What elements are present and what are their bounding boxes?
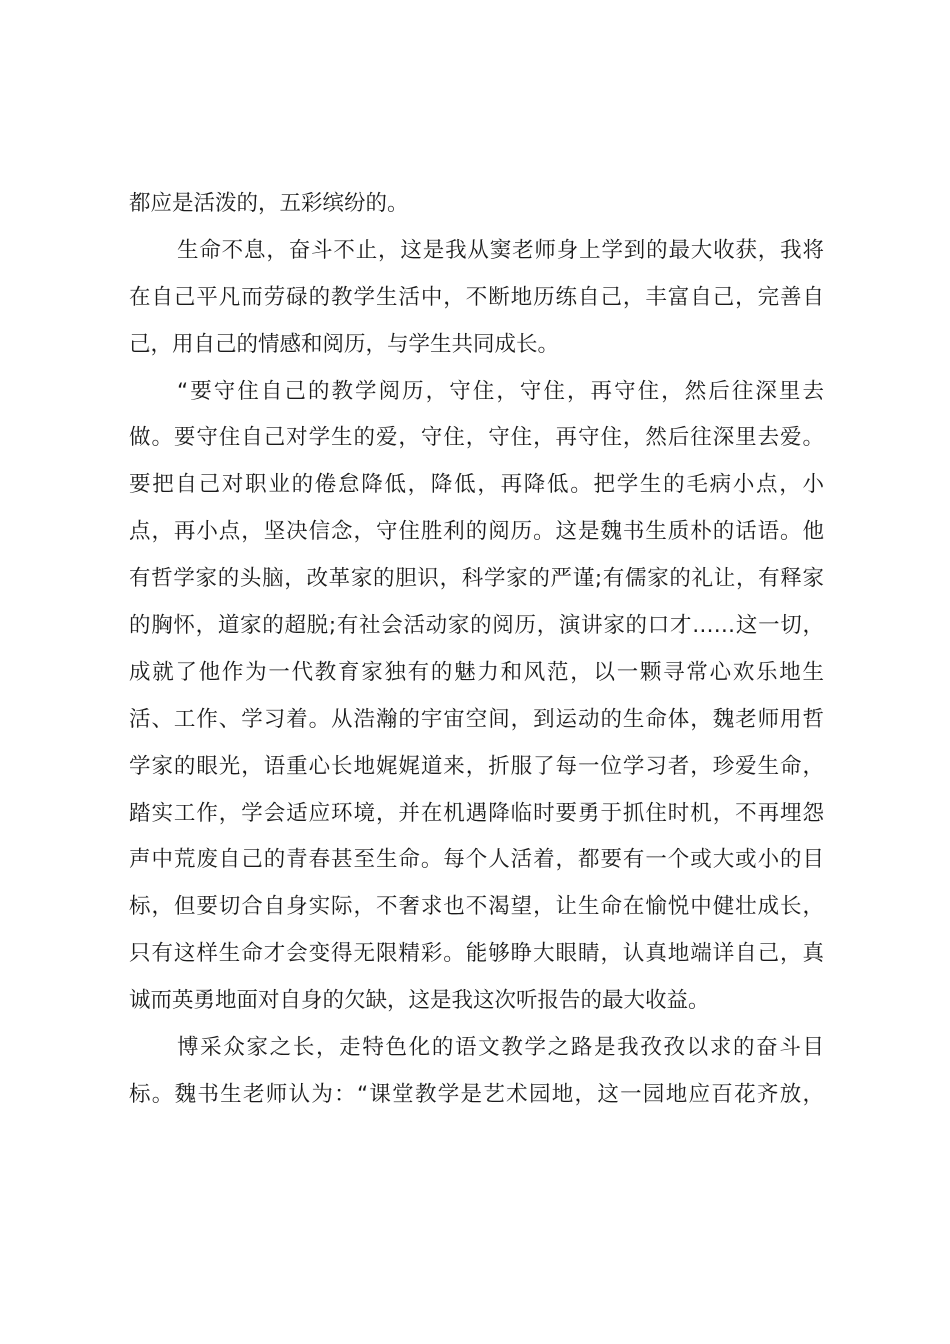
text-line: 己，用自己的情感和阅历，与学生共同成长。 [129,331,560,357]
text-line: “要守住自己的教学阅历，守住，守住，再守住，然后往深里去 [177,378,824,404]
text-line: 都应是活泼的，五彩缤纷的。 [129,191,409,216]
text-line: 生命不息，奋斗不止，这是我从窦老师身上学到的最大收获，我将 [177,237,824,263]
text-line: 点，再小点，坚决信念，守住胜利的阅历。这是魏书生质朴的话语。他 [129,519,824,545]
text-line: 标，但要切合自身实际，不奢求也不渴望，让生命在愉悦中健壮成长， [129,894,824,920]
text-line: 标。魏书生老师认为：“课堂教学是艺术园地，这一园地应百花齐放， [129,1081,824,1107]
text-line: 要把自己对职业的倦怠降低，降低，再降低。把学生的毛病小点，小 [129,472,824,498]
text-line: 学家的眼光，语重心长地娓娓道来，折服了每一位学习者，珍爱生命， [129,753,824,779]
text-line: 成就了他作为一代教育家独有的魅力和风范，以一颗寻常心欢乐地生 [129,659,824,685]
text-line: 诚而英勇地面对自身的欠缺，这是我这次听报告的最大收益。 [129,988,710,1014]
text-line: 的胸怀，道家的超脱;有社会活动家的阅历，演讲家的口才……这一切， [129,613,824,639]
text-line: 有哲学家的头脑，改革家的胆识，科学家的严谨;有儒家的礼让，有释家 [129,566,824,592]
text-line: 只有这样生命才会变得无限精彩。能够睁大眼睛，认真地端详自己，真 [129,941,824,967]
text-line: 在自己平凡而劳碌的教学生活中，不断地历练自己，丰富自己，完善自 [129,284,824,310]
text-line: 活、工作、学习着。从浩瀚的宇宙空间，到运动的生命体，魏老师用哲 [129,706,824,732]
text-line: 做。要守住自己对学生的爱，守住，守住，再守住，然后往深里去爱。 [129,425,824,451]
text-line: 踏实工作，学会适应环境，并在机遇降临时要勇于抓住时机，不再埋怨 [129,800,824,826]
text-line: 声中荒废自己的青春甚至生命。每个人活着，都要有一个或大或小的目 [129,847,824,873]
body-text [129,181,824,1119]
text-line: 博采众家之长，走特色化的语文教学之路是我孜孜以求的奋斗目 [177,1035,824,1061]
